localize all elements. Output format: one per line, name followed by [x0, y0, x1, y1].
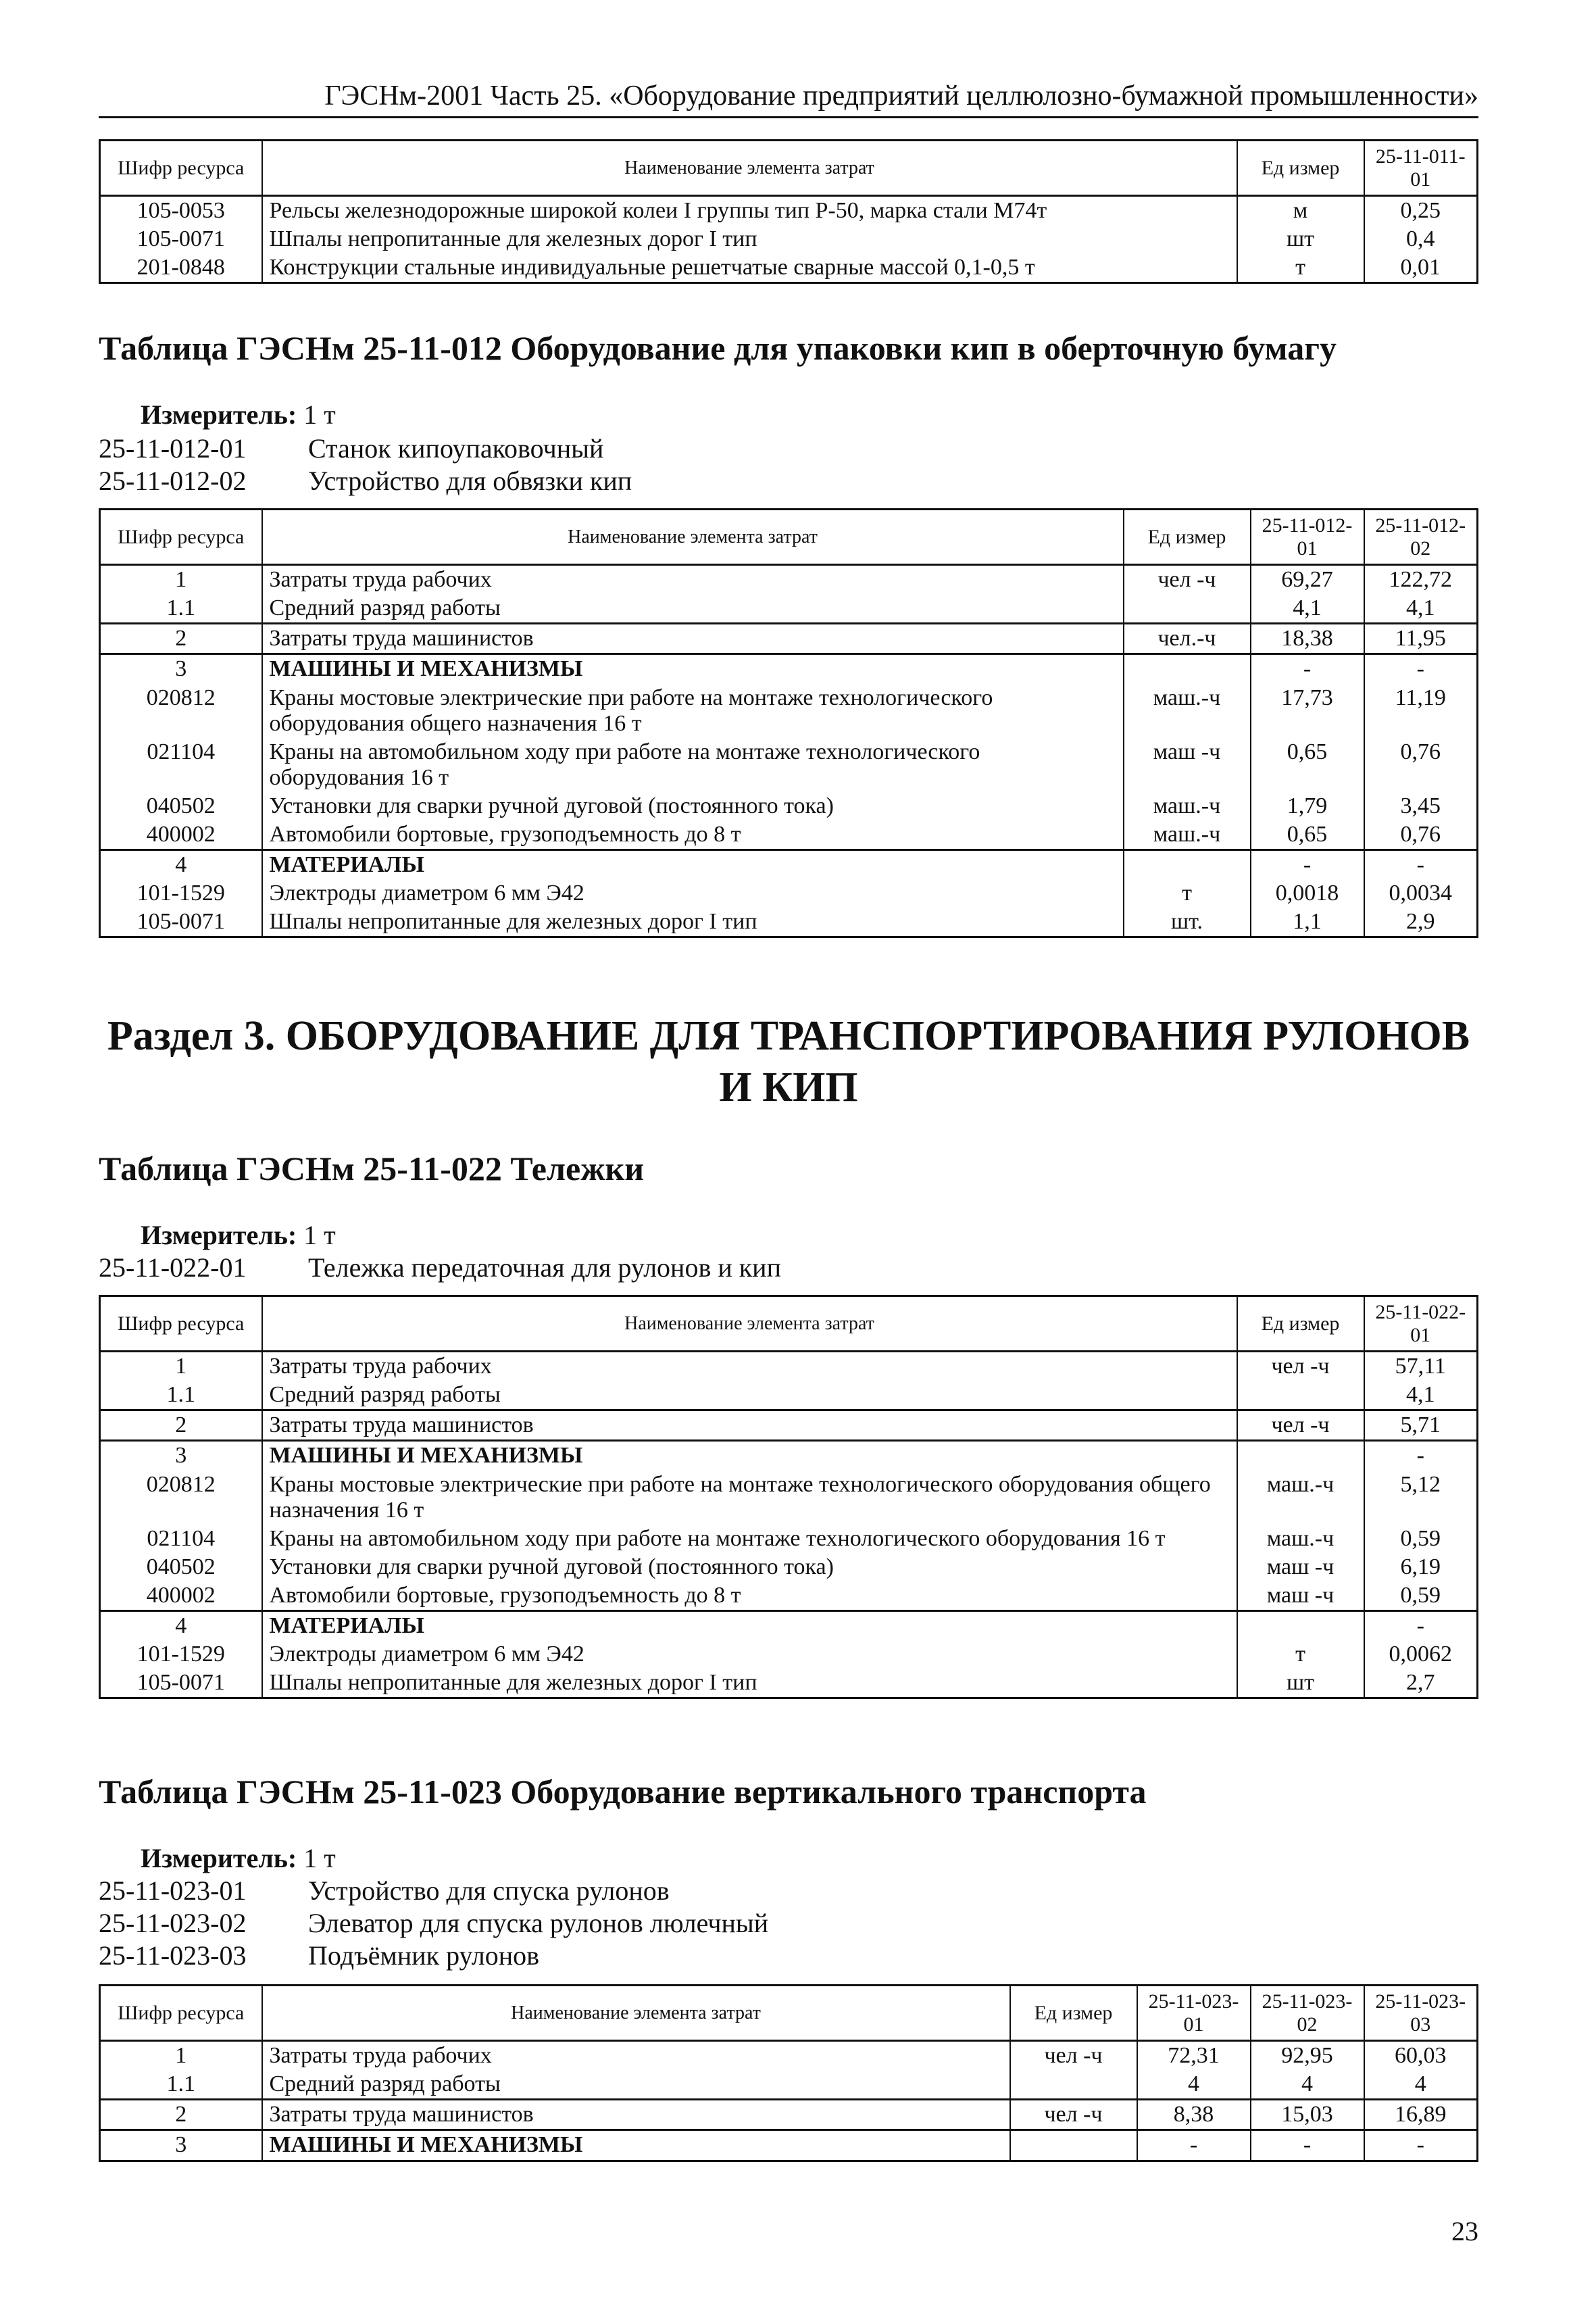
- table-row: [100, 1471, 1478, 1525]
- cell-value: 0,59: [1364, 1581, 1478, 1611]
- meter-label: Измеритель:: [141, 1843, 297, 1873]
- spec-name: Устройство для обвязки кип: [308, 466, 632, 496]
- cell-name: Затраты труда машинистов: [262, 2100, 1010, 2130]
- cell-value: 0,0062: [1364, 1640, 1478, 1669]
- column-header-unit: Ед измер: [1124, 510, 1251, 565]
- cell-code: 400002: [100, 820, 262, 850]
- cell-code: 400002: [100, 1581, 262, 1611]
- cell-name: Установки для сварки ручной дуговой (постоянного тока): [262, 792, 1124, 820]
- cell-value: 4,1: [1364, 594, 1478, 624]
- table-row: [100, 792, 1478, 820]
- cell-name: Затраты труда машинистов: [262, 624, 1124, 654]
- table-row: [100, 2100, 1478, 2130]
- cell-name: Конструкции стальные индивидуальные решетчатые сварные массой 0,1-0,5 т: [262, 253, 1237, 283]
- cell-unit: т: [1237, 253, 1364, 283]
- cell-unit: [1237, 1381, 1364, 1410]
- cell-value: 17,73: [1251, 684, 1364, 738]
- column-header-code: Шифр ресурса: [100, 1986, 262, 2041]
- cell-value: -: [1137, 2130, 1251, 2161]
- cell-value: -: [1364, 2130, 1478, 2161]
- column-header-norm: 25-11-023-01: [1137, 1986, 1251, 2041]
- cell-code: 4: [100, 850, 262, 879]
- cell-value: -: [1364, 1441, 1478, 1471]
- cell-value: 4,1: [1364, 1381, 1478, 1410]
- spec-line: [99, 1940, 539, 1971]
- cell-name: МАШИНЫ И МЕХАНИЗМЫ: [262, 654, 1124, 684]
- cell-code: 4: [100, 1610, 262, 1640]
- table-row: [100, 196, 1478, 226]
- column-header-norm: 25-11-022-01: [1364, 1296, 1478, 1352]
- cell-unit: [1237, 1441, 1364, 1471]
- cell-value: -: [1364, 654, 1478, 684]
- cell-value: -: [1251, 654, 1364, 684]
- cell-code: 3: [100, 1441, 262, 1471]
- cell-value: 5,12: [1364, 1471, 1478, 1525]
- cell-value: 0,76: [1364, 820, 1478, 850]
- table-25-11-023: [99, 1984, 1478, 2162]
- spec-name: Устройство для спуска рулонов: [308, 1875, 670, 1906]
- column-header-norm: 25-11-012-02: [1364, 510, 1478, 565]
- cell-name: Рельсы железнодорожные широкой колеи I группы тип Р-50, марка стали М74т: [262, 196, 1237, 226]
- cell-unit: чел.-ч: [1124, 624, 1251, 654]
- column-header-name: Наименование элемента затрат: [262, 1296, 1237, 1352]
- cell-value: 122,72: [1364, 565, 1478, 595]
- table-row: [100, 1553, 1478, 1581]
- table-25-11-012: [99, 508, 1478, 938]
- column-header-norm: 25-11-023-03: [1364, 1986, 1478, 2041]
- cell-value: 0,0034: [1364, 879, 1478, 908]
- cell-code: 105-0071: [100, 1669, 262, 1698]
- cell-name: Затраты труда рабочих: [262, 1352, 1237, 1381]
- cell-code: 3: [100, 654, 262, 684]
- column-header-code: Шифр ресурса: [100, 510, 262, 565]
- cell-unit: [1010, 2070, 1137, 2100]
- meter-label: Измеритель:: [141, 1220, 297, 1250]
- table-row: [100, 565, 1478, 595]
- table-title-25-11-023: Таблица ГЭСНм 25-11-023 Оборудование вертикального транспорта: [99, 1773, 1147, 1811]
- table-row: [100, 2041, 1478, 2071]
- cell-value: 5,71: [1364, 1410, 1478, 1441]
- cell-value: 0,01: [1364, 253, 1478, 283]
- cell-name: Шпалы непропитанные для железных дорог I тип: [262, 1669, 1237, 1698]
- table-row: [100, 1525, 1478, 1553]
- column-header-name: Наименование элемента затрат: [262, 510, 1124, 565]
- cell-value: 6,19: [1364, 1553, 1478, 1581]
- cell-unit: чел -ч: [1124, 565, 1251, 595]
- cell-unit: шт: [1237, 1669, 1364, 1698]
- table-title-25-11-012: Таблица ГЭСНм 25-11-012 Оборудование для упаковки кип в оберточную бумагу: [99, 329, 1337, 367]
- spec-line: [99, 465, 632, 497]
- section-title: Раздел 3. ОБОРУДОВАНИЕ ДЛЯ ТРАНСПОРТИРОВАНИЯ РУЛОНОВ И КИП: [107, 1013, 1470, 1110]
- cell-name: Автомобили бортовые, грузоподъемность до 8 т: [262, 820, 1124, 850]
- cell-code: 1: [100, 565, 262, 595]
- cell-value: 92,95: [1251, 2041, 1364, 2071]
- cell-code: 020812: [100, 1471, 262, 1525]
- cell-value: 0,25: [1364, 196, 1478, 226]
- header-row: [100, 1986, 1478, 2041]
- cell-unit: маш.-ч: [1124, 684, 1251, 738]
- cell-name: Электроды диаметром 6 мм Э42: [262, 1640, 1237, 1669]
- cell-code: 1.1: [100, 1381, 262, 1410]
- cell-unit: маш.-ч: [1124, 820, 1251, 850]
- meter-25-11-022: [141, 1219, 336, 1251]
- cell-value: -: [1364, 850, 1478, 879]
- cell-unit: т: [1237, 1640, 1364, 1669]
- cell-value: 0,0018: [1251, 879, 1364, 908]
- cell-unit: чел -ч: [1010, 2041, 1137, 2071]
- meter-value: 1 т: [303, 1220, 336, 1250]
- spec-line: [99, 433, 603, 464]
- cell-name: МАТЕРИАЛЫ: [262, 850, 1124, 879]
- cell-name: МАШИНЫ И МЕХАНИЗМЫ: [262, 1441, 1237, 1471]
- spec-code: 25-11-012-01: [99, 433, 247, 464]
- table-25-11-022: [99, 1295, 1478, 1699]
- meter-25-11-023: [141, 1842, 336, 1874]
- table-row: [100, 2070, 1478, 2100]
- cell-name: Затраты труда рабочих: [262, 2041, 1010, 2071]
- table-row: [100, 1441, 1478, 1471]
- cell-value: 69,27: [1251, 565, 1364, 595]
- cell-unit: маш -ч: [1124, 738, 1251, 792]
- cell-code: 101-1529: [100, 879, 262, 908]
- cell-value: -: [1364, 1610, 1478, 1640]
- header-rule: [99, 116, 1478, 118]
- cell-unit: [1124, 594, 1251, 624]
- cell-value: 1,1: [1251, 908, 1364, 937]
- cell-unit: маш -ч: [1237, 1553, 1364, 1581]
- cell-value: 57,11: [1364, 1352, 1478, 1381]
- spec-name: Подъёмник рулонов: [308, 1940, 540, 1971]
- cell-value: -: [1251, 850, 1364, 879]
- cell-unit: чел -ч: [1237, 1352, 1364, 1381]
- cell-name: Краны на автомобильном ходу при работе на монтаже технологического оборудования 16 т: [262, 1525, 1237, 1553]
- cell-unit: [1237, 1610, 1364, 1640]
- table-row: [100, 820, 1478, 850]
- cell-code: 040502: [100, 1553, 262, 1581]
- cell-unit: м: [1237, 196, 1364, 226]
- column-header-norm: 25-11-012-01: [1251, 510, 1364, 565]
- cell-unit: чел -ч: [1010, 2100, 1137, 2130]
- cell-name: Затраты труда рабочих: [262, 565, 1124, 595]
- table-row: [100, 850, 1478, 879]
- column-header-norm: 25-11-011-01: [1364, 141, 1478, 196]
- cell-value: 8,38: [1137, 2100, 1251, 2130]
- cell-value: 0,76: [1364, 738, 1478, 792]
- table-row: [100, 624, 1478, 654]
- cell-code: 3: [100, 2130, 262, 2161]
- cell-value: 4: [1364, 2070, 1478, 2100]
- cell-unit: [1010, 2130, 1137, 2161]
- table-row: [100, 879, 1478, 908]
- spec-line: [99, 1252, 781, 1283]
- meter-label: Измеритель:: [141, 399, 297, 430]
- column-header-unit: Ед измер: [1237, 141, 1364, 196]
- cell-value: 16,89: [1364, 2100, 1478, 2130]
- meter-25-11-012: [141, 399, 336, 430]
- table-row: [100, 225, 1478, 253]
- header-row: [100, 510, 1478, 565]
- cell-value: 0,59: [1364, 1525, 1478, 1553]
- meter-value: 1 т: [303, 399, 336, 430]
- cell-code: 1.1: [100, 594, 262, 624]
- cell-code: 2: [100, 624, 262, 654]
- table-title-25-11-022: Таблица ГЭСНм 25-11-022 Тележки: [99, 1150, 645, 1187]
- cell-unit: т: [1124, 879, 1251, 908]
- cell-value: 0,65: [1251, 820, 1364, 850]
- cell-unit: [1124, 850, 1251, 879]
- cell-code: 021104: [100, 738, 262, 792]
- cell-unit: чел -ч: [1237, 1410, 1364, 1441]
- cell-value: 0,65: [1251, 738, 1364, 792]
- column-header-unit: Ед измер: [1237, 1296, 1364, 1352]
- spec-code: 25-11-023-02: [99, 1908, 247, 1938]
- table-row: [100, 1640, 1478, 1669]
- table-row: [100, 2130, 1478, 2161]
- cell-code: 021104: [100, 1525, 262, 1553]
- cell-code: 1.1: [100, 2070, 262, 2100]
- column-header-name: Наименование элемента затрат: [262, 1986, 1010, 2041]
- spec-code: 25-11-022-01: [99, 1252, 247, 1283]
- cell-name: МАШИНЫ И МЕХАНИЗМЫ: [262, 2130, 1010, 2161]
- cell-code: 105-0071: [100, 908, 262, 937]
- cell-value: 4: [1137, 2070, 1251, 2100]
- cell-name: Краны мостовые электрические при работе на монтаже технологического оборудования общего назначения 16 т: [262, 1471, 1237, 1525]
- cell-value: 1,79: [1251, 792, 1364, 820]
- spec-code: 25-11-023-03: [99, 1940, 247, 1971]
- cell-code: 040502: [100, 792, 262, 820]
- cell-name: Краны мостовые электрические при работе на монтаже технологического оборудования общего назначения 16 т: [262, 684, 1124, 738]
- table-row: [100, 253, 1478, 283]
- column-header-code: Шифр ресурса: [100, 1296, 262, 1352]
- column-header-norm: 25-11-023-02: [1251, 1986, 1364, 2041]
- cell-value: 0,4: [1364, 225, 1478, 253]
- spec-line: [99, 1875, 670, 1906]
- table-25-11-011: [99, 139, 1478, 284]
- cell-code: 101-1529: [100, 1640, 262, 1669]
- cell-unit: маш.-ч: [1124, 792, 1251, 820]
- header-row: [100, 141, 1478, 196]
- cell-code: 020812: [100, 684, 262, 738]
- cell-name: Шпалы непропитанные для железных дорог I тип: [262, 225, 1237, 253]
- table-row: [100, 654, 1478, 684]
- cell-value: 4: [1251, 2070, 1364, 2100]
- cell-value: 11,19: [1364, 684, 1478, 738]
- table-row: [100, 684, 1478, 738]
- table-row: [100, 738, 1478, 792]
- running-header: ГЭСНм-2001 Часть 25. «Оборудование предприятий целлюлозно-бумажной промышленности»: [324, 80, 1478, 112]
- cell-value: 2,7: [1364, 1669, 1478, 1698]
- meter-value: 1 т: [303, 1843, 336, 1873]
- cell-code: 1: [100, 2041, 262, 2071]
- cell-name: Автомобили бортовые, грузоподъемность до 8 т: [262, 1581, 1237, 1611]
- cell-value: 2,9: [1364, 908, 1478, 937]
- cell-name: Установки для сварки ручной дуговой (постоянного тока): [262, 1553, 1237, 1581]
- cell-name: Затраты труда машинистов: [262, 1410, 1237, 1441]
- cell-value: 15,03: [1251, 2100, 1364, 2130]
- table-row: [100, 1352, 1478, 1381]
- cell-name: Средний разряд работы: [262, 594, 1124, 624]
- cell-unit: маш.-ч: [1237, 1525, 1364, 1553]
- cell-value: 72,31: [1137, 2041, 1251, 2071]
- cell-name: МАТЕРИАЛЫ: [262, 1610, 1237, 1640]
- cell-code: 201-0848: [100, 253, 262, 283]
- column-header-unit: Ед измер: [1010, 1986, 1137, 2041]
- cell-name: Средний разряд работы: [262, 1381, 1237, 1410]
- cell-code: 1: [100, 1352, 262, 1381]
- cell-name: Шпалы непропитанные для железных дорог I тип: [262, 908, 1124, 937]
- cell-code: 105-0071: [100, 225, 262, 253]
- header-row: [100, 1296, 1478, 1352]
- cell-name: Краны на автомобильном ходу при работе на монтаже технологического оборудования 16 т: [262, 738, 1124, 792]
- cell-name: Электроды диаметром 6 мм Э42: [262, 879, 1124, 908]
- table-row: [100, 908, 1478, 937]
- cell-unit: маш -ч: [1237, 1581, 1364, 1611]
- column-header-name: Наименование элемента затрат: [262, 141, 1237, 196]
- table-row: [100, 1581, 1478, 1611]
- spec-name: Станок кипоупаковочный: [308, 433, 604, 464]
- spec-code: 25-11-023-01: [99, 1875, 247, 1906]
- table-row: [100, 594, 1478, 624]
- cell-value: 18,38: [1251, 624, 1364, 654]
- cell-code: 2: [100, 2100, 262, 2130]
- spec-line: [99, 1907, 768, 1939]
- table-row: [100, 1410, 1478, 1441]
- cell-value: -: [1251, 2130, 1364, 2161]
- cell-unit: [1124, 654, 1251, 684]
- cell-unit: шт.: [1124, 908, 1251, 937]
- cell-code: 2: [100, 1410, 262, 1441]
- cell-unit: шт: [1237, 225, 1364, 253]
- page-number: 23: [1451, 2216, 1478, 2246]
- cell-value: 4,1: [1251, 594, 1364, 624]
- table-row: [100, 1381, 1478, 1410]
- table-row: [100, 1669, 1478, 1698]
- table-row: [100, 1610, 1478, 1640]
- cell-name: Средний разряд работы: [262, 2070, 1010, 2100]
- spec-name: Элеватор для спуска рулонов люлечный: [308, 1908, 769, 1938]
- column-header-code: Шифр ресурса: [100, 141, 262, 196]
- spec-code: 25-11-012-02: [99, 466, 247, 496]
- cell-value: 3,45: [1364, 792, 1478, 820]
- cell-value: 11,95: [1364, 624, 1478, 654]
- cell-unit: маш.-ч: [1237, 1471, 1364, 1525]
- cell-value: 60,03: [1364, 2041, 1478, 2071]
- spec-name: Тележка передаточная для рулонов и кип: [308, 1252, 781, 1283]
- cell-code: 105-0053: [100, 196, 262, 226]
